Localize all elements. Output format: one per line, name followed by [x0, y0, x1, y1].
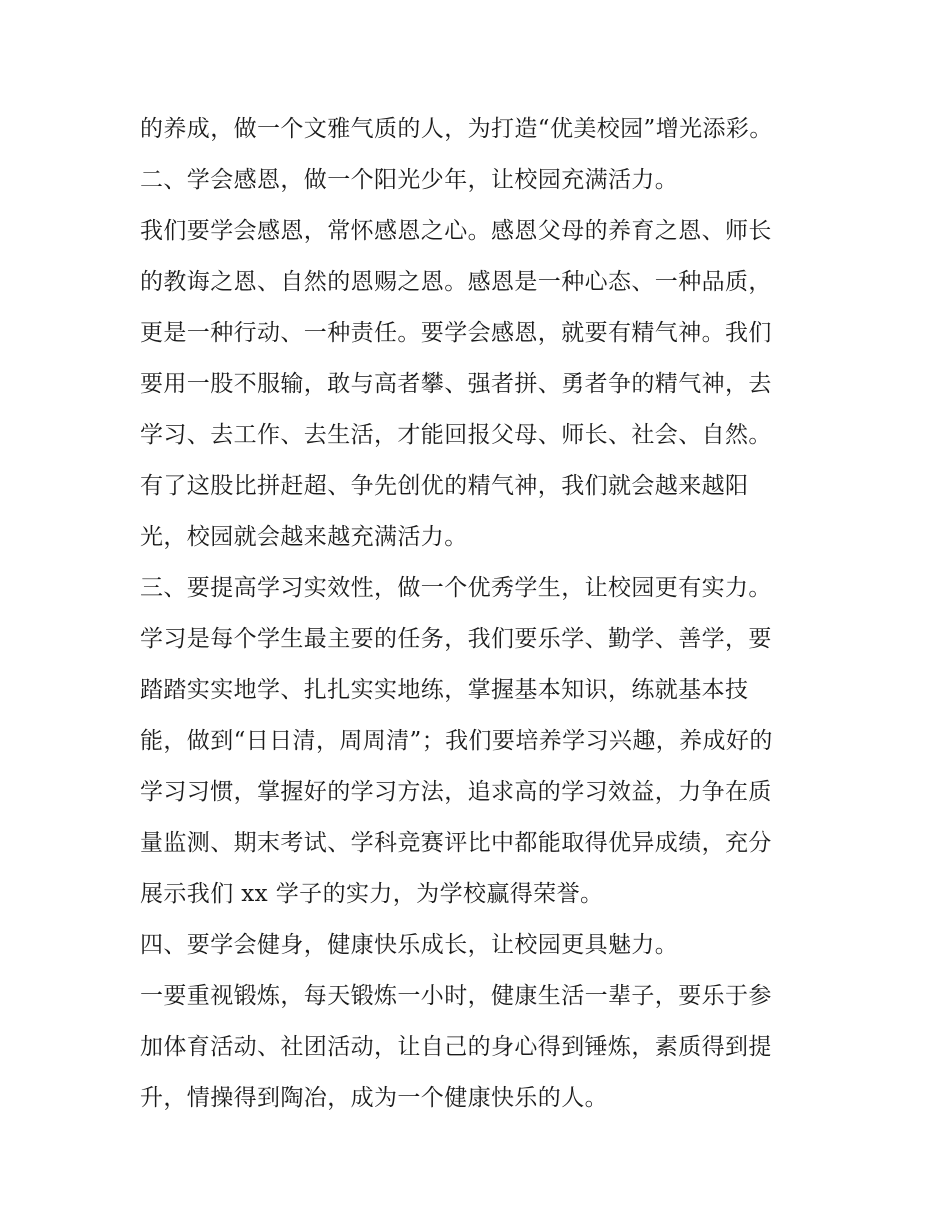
document-body — [140, 104, 820, 1124]
text-line: 的教诲之恩、自然的恩赐之恩。感恩是一种心态、一种品质， — [140, 269, 772, 295]
text-line: 学习、去工作、去生活，才能回报父母、师长、社会、自然。 — [140, 422, 772, 448]
text-line: 的养成，做一个文雅气质的人，为打造“优美校园”增光添彩。 — [140, 116, 773, 142]
text-line: 加体育活动、社团活动，让自己的身心得到锤炼，素质得到提 — [140, 1034, 772, 1060]
section-heading: 二、学会感恩，做一个阳光少年，让校园充满活力。 — [140, 167, 679, 193]
text-line: 要用一股不服输，敢与高者攀、强者拼、勇者争的精气神，去 — [140, 371, 772, 397]
text-line: 更是一种行动、一种责任。要学会感恩，就要有精气神。我们 — [140, 320, 772, 346]
text-line: 展示我们 xx 学子的实力，为学校赢得荣誉。 — [140, 881, 604, 907]
text-line: 我们要学会感恩，常怀感恩之心。感恩父母的养育之恩、师长 — [140, 218, 772, 244]
text-line: 升，情操得到陶冶，成为一个健康快乐的人。 — [140, 1085, 608, 1111]
text-line: 量监测、期末考试、学科竞赛评比中都能取得优异成绩，充分 — [140, 830, 772, 856]
text-line: 光，校园就会越来越充满活力。 — [140, 524, 468, 550]
text-line: 有了这股比拼赶超、争先创优的精气神，我们就会越来越阳 — [140, 473, 749, 499]
text-line: 学习习惯，掌握好的学习方法，追求高的学习效益，力争在质 — [140, 779, 772, 805]
text-line: 一要重视锻炼，每天锻炼一小时，健康生活一辈子，要乐于参 — [140, 983, 772, 1009]
section-heading: 四、要学会健身，健康快乐成长，让校园更具魅力。 — [140, 932, 679, 958]
text-line: 能，做到“日日清，周周清”；我们要培养学习兴趣，养成好的 — [140, 728, 773, 754]
text-line: 学习是每个学生最主要的任务，我们要乐学、勤学、善学，要 — [140, 626, 772, 652]
section-heading: 三、要提高学习实效性，做一个优秀学生，让校园更有实力。 — [140, 575, 772, 601]
text-line: 踏踏实实地学、扎扎实实地练，掌握基本知识，练就基本技 — [140, 677, 749, 703]
